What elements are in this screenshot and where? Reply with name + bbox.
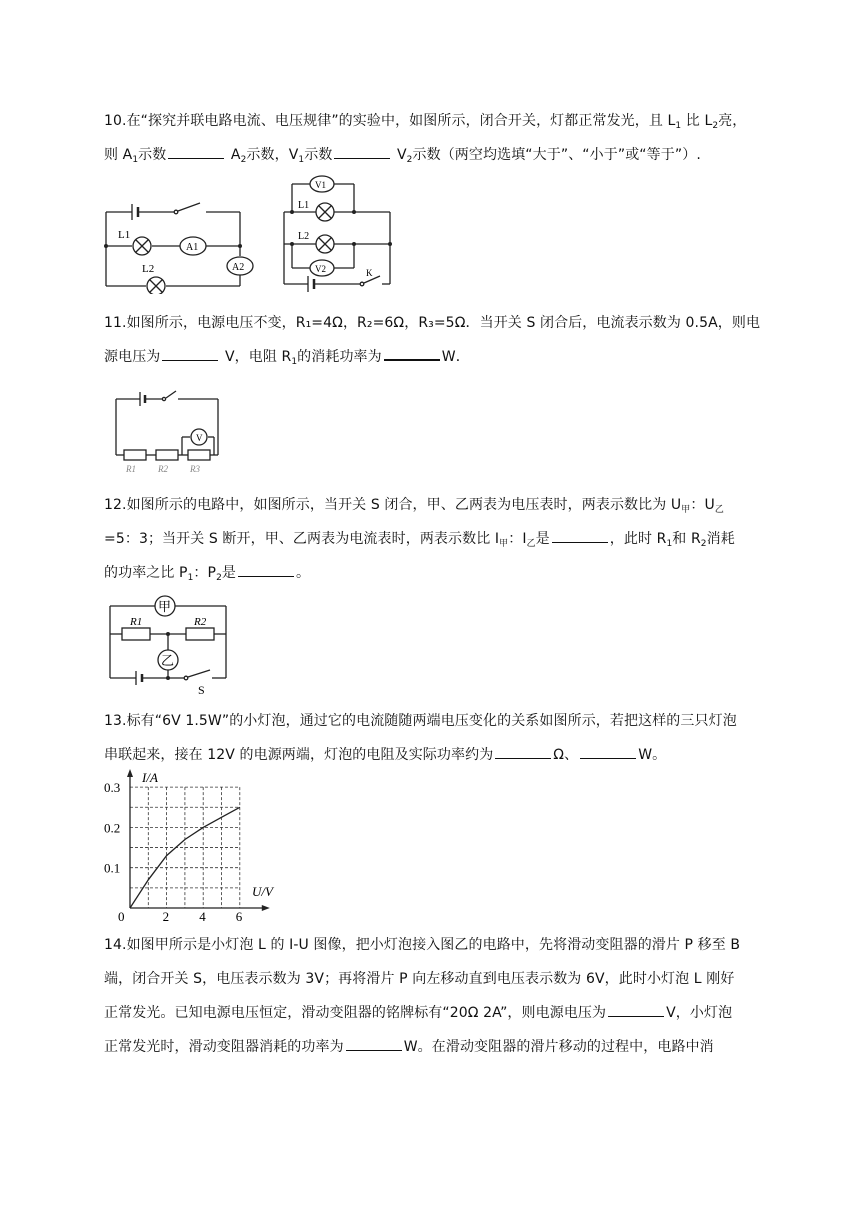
q14-line-4: 正常发光时，滑动变阻器消耗的功率为 W。在滑动变阻器的滑片移动的过程中，电路中消 [104, 1030, 764, 1064]
q12-circuit [104, 588, 234, 698]
answer-blank[interactable] [168, 144, 224, 159]
q10-circuit-left [100, 198, 262, 294]
label-V1: V1 [315, 180, 326, 190]
question-14 [104, 928, 764, 1064]
answer-blank[interactable] [552, 528, 608, 543]
y-tick-label: 0.1 [104, 860, 121, 876]
label-A2: A2 [232, 262, 245, 273]
label-L2: L2 [298, 231, 310, 242]
y-tick-label: 0.3 [104, 780, 121, 796]
question-12 [104, 488, 764, 590]
label-R2: R2 [194, 616, 207, 628]
answer-blank[interactable] [608, 1002, 664, 1017]
question-10 [104, 104, 764, 172]
meter-yi: 乙 [161, 653, 175, 668]
q12-line-2: =5：3；当开关 S 断开，甲、乙两表为电流表时，两表示数比 $I_甲$：$I_乙$是 ，此时 $R_1$和 $R_2$消耗 [104, 522, 764, 556]
x-axis-label: U/V [252, 884, 273, 899]
answer-blank[interactable] [384, 345, 440, 361]
q11-circuit [110, 385, 226, 473]
q14-line-3: 正常发光。已知电源电压恒定，滑动变阻器的铭牌标有“20Ω 2A”，则电源电压为 V，小灯泡 [104, 996, 764, 1030]
question-13 [104, 704, 764, 772]
x-axis-arrow [262, 905, 270, 911]
answer-blank[interactable] [346, 1036, 402, 1051]
q12-line-3: 的功率之比 $P_1$：$P_2$是 。 [104, 556, 764, 590]
q14-line-1: 14.如图甲所示是小灯泡 L 的 I-U 图像，把小灯泡接入图乙的电路中，先将滑动变阻器的滑片 P 移至 B [104, 937, 741, 953]
x-tick-label: 6 [235, 909, 243, 922]
y-axis-label: I/A [142, 770, 158, 785]
answer-blank[interactable] [495, 744, 551, 759]
question-11 [104, 306, 764, 374]
label-R1: R1 [126, 464, 136, 473]
label-S: S [198, 683, 205, 697]
x-tick-label: 4 [199, 909, 206, 922]
answer-blank[interactable] [238, 562, 294, 577]
chart-ticks [104, 780, 243, 922]
label-L1: L1 [298, 200, 310, 211]
label-R3: R3 [190, 464, 200, 473]
label-R1: R1 [130, 616, 143, 628]
q11-line-2: 源电压为 V，电阻 $R_1$的消耗功率为 W． [104, 340, 764, 374]
label-V: V [196, 433, 203, 443]
iu-chart [102, 768, 278, 922]
label-L1: L1 [118, 229, 131, 241]
q12-line-1: 12.如图所示的电路中，如图所示，当开关 S 闭合，甲、乙两表为电压表时，两表示数比为 $U_甲$：$U_乙$ [104, 497, 724, 515]
q13-line-1: 13.标有“6V 1.5W”的小灯泡，通过它的电流随随两端电压变化的关系如图所示，若把这样的三只灯泡 [104, 713, 737, 729]
answer-blank[interactable] [334, 144, 390, 159]
x-tick-label: 0 [118, 909, 125, 922]
y-tick-label: 0.2 [104, 820, 121, 836]
meter-jia: 甲 [158, 599, 172, 614]
chart-grid [130, 787, 240, 908]
q10-circuit-right [278, 172, 400, 298]
label-V2: V2 [315, 264, 326, 274]
q10-line-1: 10.在“探究并联电路电流、电压规律”的实验中，如图所示，闭合开关，灯都正常发光，且 $L_1$ 比 $L_2$亮， [104, 113, 747, 131]
q13-line-2: 串联起来，接在 12V 的电源两端，灯泡的电阻及实际功率约为 Ω、 W。 [104, 738, 764, 772]
label-K: K [366, 268, 373, 278]
answer-blank[interactable] [580, 744, 636, 759]
q14-line-2: 端，闭合开关 S，电压表示数为 3V；再将滑片 P 向左移动直到电压表示数为 6V，此时小灯泡 L 刚好 [104, 971, 735, 987]
label-L2: L2 [142, 263, 155, 275]
label-R2: R2 [158, 464, 168, 473]
q10-line-2: 则 $A_1$示数 $A_2$示数，$V_1$示数 $V_2$示数（两空均选填“大于”、“小于”或“等于”）. [104, 138, 764, 172]
answer-blank[interactable] [162, 346, 218, 361]
x-tick-label: 2 [162, 909, 170, 922]
q11-line-1: 11.如图所示，电源电压不变，R₁=4Ω，R₂=6Ω，R₃=5Ω．当开关 S 闭合后，电流表示数为 0.5A，则电 [104, 315, 761, 331]
label-A1: A1 [186, 242, 199, 253]
y-axis-arrow [127, 769, 133, 777]
